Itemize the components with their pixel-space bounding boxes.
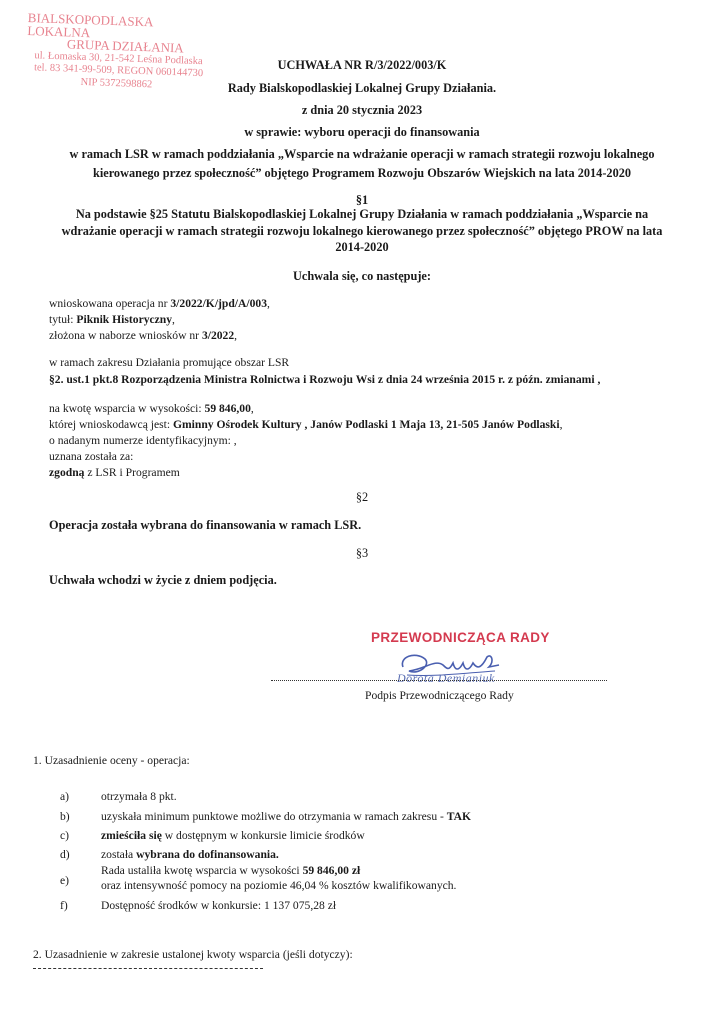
signature-line <box>271 676 607 681</box>
basis-line-2: wdrażanie operacji w ramach strategii rozwoju lokalnego kierowanego przez społeczność” objętego PROW na lata <box>61 224 663 238</box>
justification-2-heading: 2. Uzasadnienie w zakresie ustalonej kwoty wsparcia (jeśli dotyczy): <box>33 948 353 961</box>
justification-heading: 1. Uzasadnienie oceny - operacja: <box>33 754 190 767</box>
section-1-symbol: §1 <box>355 193 369 207</box>
item-letter-c: c) <box>60 829 70 842</box>
item-letter-f: f) <box>60 899 68 912</box>
stamp-line-2: GRUPA DZIAŁANIA <box>66 36 184 56</box>
subject-line-1: w sprawie: wyboru operacji do finansowania <box>244 125 480 139</box>
section-3-symbol: §3 <box>355 546 369 560</box>
item-b-value: TAK <box>446 810 472 823</box>
resolution-title: UCHWAŁA NR R/3/2022/003/K <box>277 58 447 72</box>
operation-number: 3/2022/K/jpd/A/003 <box>170 297 268 310</box>
item-letter-e: e) <box>60 874 70 887</box>
compliance-line: zgodną z LSR i Programem <box>49 466 180 479</box>
operation-title-line: tytuł: Piknik Historyczny, <box>49 313 175 326</box>
item-a-text: otrzymała 8 pkt. <box>101 790 177 803</box>
amount-line: na kwotę wsparcia w wysokości: 59 846,00, <box>49 402 254 415</box>
stamp-line-5: NIP 5372598862 <box>80 76 153 90</box>
item-c: zmieściła się w dostępnym w konkursie limicie środków <box>101 829 365 842</box>
recognized-line: uznana została za: <box>49 450 134 463</box>
scope-line: w ramach zakresu Działania promujące obszar LSR <box>49 356 290 369</box>
compliance-value: zgodną <box>49 466 85 479</box>
dashed-line <box>33 966 263 969</box>
operation-title: Piknik Historyczny <box>76 313 173 326</box>
subject-line-2: w ramach LSR w ramach poddziałania „Wsparcie na wdrażanie operacji w ramach strategii rozwoju lokalnego <box>69 147 655 161</box>
signature-caption: Podpis Przewodniczącego Rady <box>365 689 514 702</box>
item-f-text: Dostępność środków w konkursie: 1 137 075,28 zł <box>101 899 337 912</box>
resolution-date: z dnia 20 stycznia 2023 <box>301 103 423 117</box>
applicant-line: której wnioskodawcą jest: Gminny Ośrodek Kultury , Janów Podlaski 1 Maja 13, 21-505 Janów Podlaski, <box>49 418 563 431</box>
item-b: uzyskała minimum punktowe możliwe do otrzymania w ramach zakresu - TAK <box>101 810 472 823</box>
stamp-line-4: tel. 83 341-99-509, REGON 060144730 <box>33 62 204 80</box>
legal-basis: §2. ust.1 pkt.8 Rozporządzenia Ministra Rolnictwa i Rozwoju Wsi z dnia 24 września 2015 r. z późn. zmianami , <box>49 373 601 386</box>
item-e-line-1: Rada ustaliła kwotę wsparcia w wysokości 59 846,00 zł <box>101 864 361 877</box>
section-2-text: Operacja została wybrana do finansowania w ramach LSR. <box>49 518 362 532</box>
section-2-symbol: §2 <box>355 490 369 504</box>
basis-line-3: 2014-2020 <box>335 240 389 254</box>
operation-number-line: wnioskowana operacja nr 3/2022/K/jpd/A/003, <box>49 297 270 310</box>
council-name: Rady Bialskopodlaskiej Lokalnej Grupy Działania. <box>227 81 497 95</box>
stamp-line-1: BIALSKOPODLASKA LOKALNA <box>27 10 153 40</box>
item-letter-d: d) <box>60 848 70 861</box>
signatory-name: Dorota Demianiuk <box>397 671 495 685</box>
item-d: została wybrana do dofinansowania. <box>101 848 279 861</box>
item-e-line-2: oraz intensywność pomocy na poziomie 46,04 % kosztów kwalifikowanych. <box>101 879 457 892</box>
subject-line-3: kierowanego przez społeczność” objętego Programem Rozwoju Obszarów Wiejskich na lata 2014-2020 <box>92 166 632 180</box>
chairwoman-stamp: PRZEWODNICZĄCA RADY <box>371 630 550 645</box>
item-letter-a: a) <box>60 790 70 803</box>
call-number-line: złożona w naborze wniosków nr 3/2022, <box>49 329 238 342</box>
stamp-line-3: ul. Łomaska 30, 21-542 Leśna Podlaska <box>34 49 203 67</box>
item-letter-b: b) <box>60 810 70 823</box>
id-number-line: o nadanym numerze identyfikacyjnym: , <box>49 434 237 447</box>
applicant: Gminny Ośrodek Kultury , Janów Podlaski 1 Maja 13, 21-505 Janów Podlaski <box>172 418 560 431</box>
call-number: 3/2022 <box>201 329 235 342</box>
support-amount: 59 846,00 <box>204 402 251 415</box>
section-3-text: Uchwała wchodzi w życie z dniem podjęcia. <box>49 573 277 587</box>
support-amount-final: 59 846,00 zł <box>302 864 361 877</box>
basis-line-1: Na podstawie §25 Statutu Bialskopodlaskiej Lokalnej Grupy Działania w ramach poddziałania „Wsparcie na <box>75 207 649 221</box>
resolves-line: Uchwala się, co następuje: <box>293 269 431 283</box>
